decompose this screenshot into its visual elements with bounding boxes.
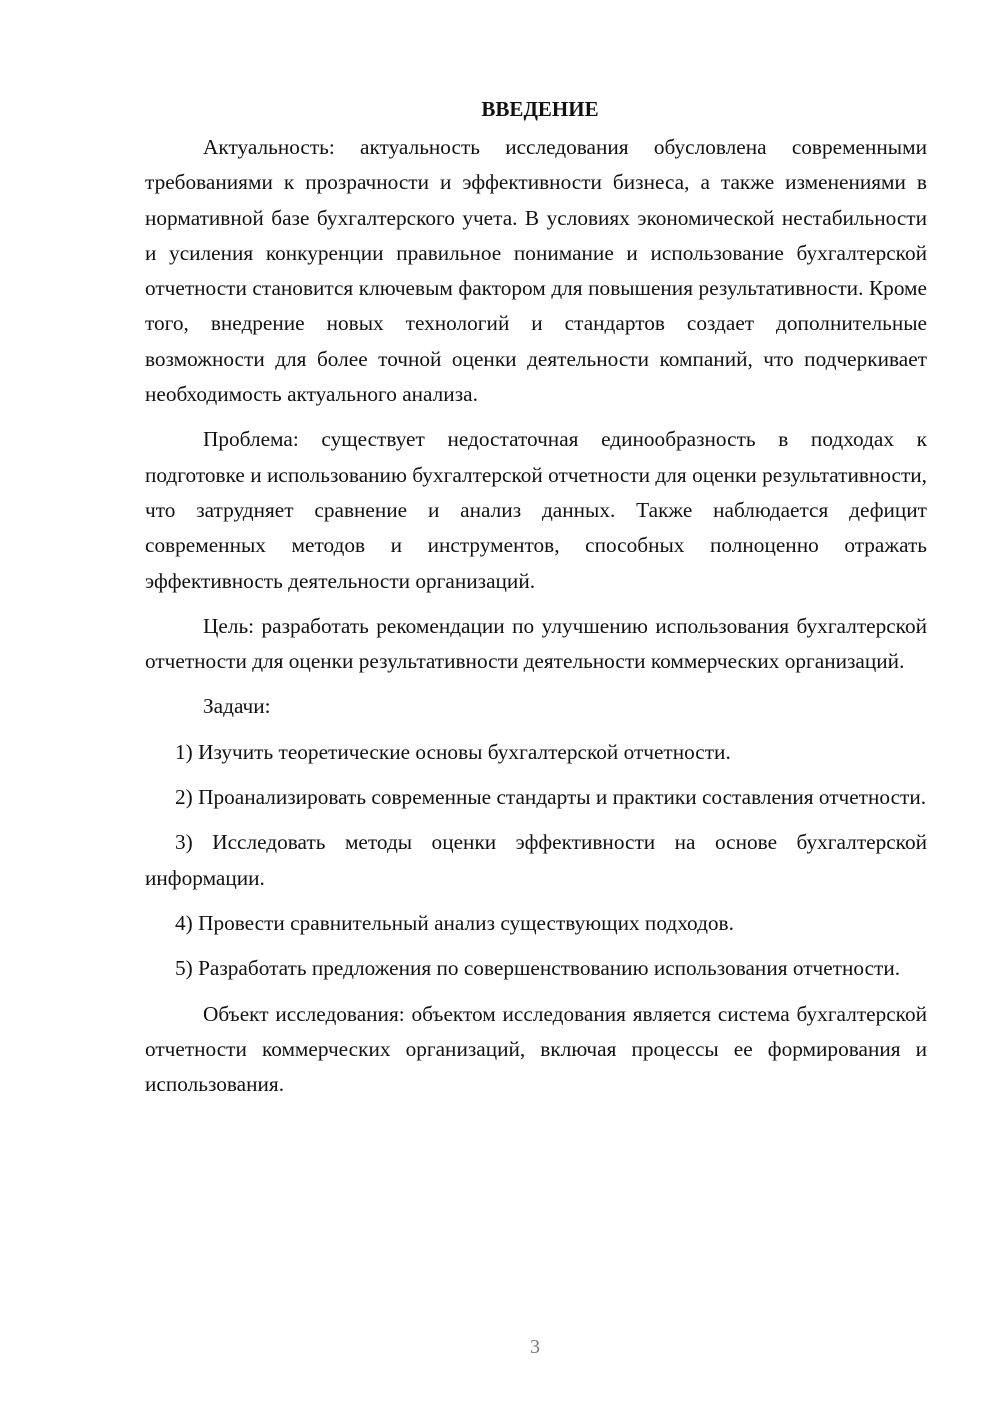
task-item-1: 1) Изучить теоретические основы бухгалтерской отчетности.	[175, 739, 731, 764]
page-number: 3	[530, 1336, 540, 1358]
tasks-heading: Задачи:	[203, 694, 271, 719]
relevance-paragraph: Актуальность: актуальность исследования обусловлена современными требованиями к прозрачности и эффективности бизнеса, а также изменениями в нормативной базе бухгалтерского учета. В условиях экономической нестабильности и усиления конкуренции правильное понимание и использование бухгалтерской отчетности становится ключевым фактором для повышения результативности. Кроме того, внедрение новых технологий и стандартов создает дополнительные возможности для более точной оценки деятельности компаний, что подчеркивает необходимость актуального анализа.	[145, 135, 927, 407]
task-item-5: 5) Разработать предложения по совершенствованию использования отчетности.	[175, 956, 901, 981]
task-item-3: 3) Исследовать методы оценки эффективности на основе бухгалтерской информации.	[145, 830, 927, 890]
goal-paragraph: Цель: разработать рекомендации по улучшению использования бухгалтерской отчетности для оценки результативности деятельности коммерческих организаций.	[145, 613, 927, 674]
task-item-4: 4) Провести сравнительный анализ существующих подходов.	[175, 910, 734, 935]
task-item-2: 2) Проанализировать современные стандарты и практики составления отчетности.	[175, 785, 927, 810]
page-title: ВВЕДЕНИЕ	[481, 97, 599, 121]
problem-paragraph: Проблема: существует недостаточная единообразность в подходах к подготовке и использованию бухгалтерской отчетности для оценки результативности, что затрудняет сравнение и анализ данных. Также наблюдается дефицит современных методов и инструментов, способных полноценно отражать эффективность деятельности организаций.	[145, 427, 927, 593]
object-paragraph: Объект исследования: объектом исследования является система бухгалтерской отчетности коммерческих организаций, включая процессы ее формирования и использования.	[145, 1001, 927, 1097]
page-content	[145, 92, 927, 1112]
